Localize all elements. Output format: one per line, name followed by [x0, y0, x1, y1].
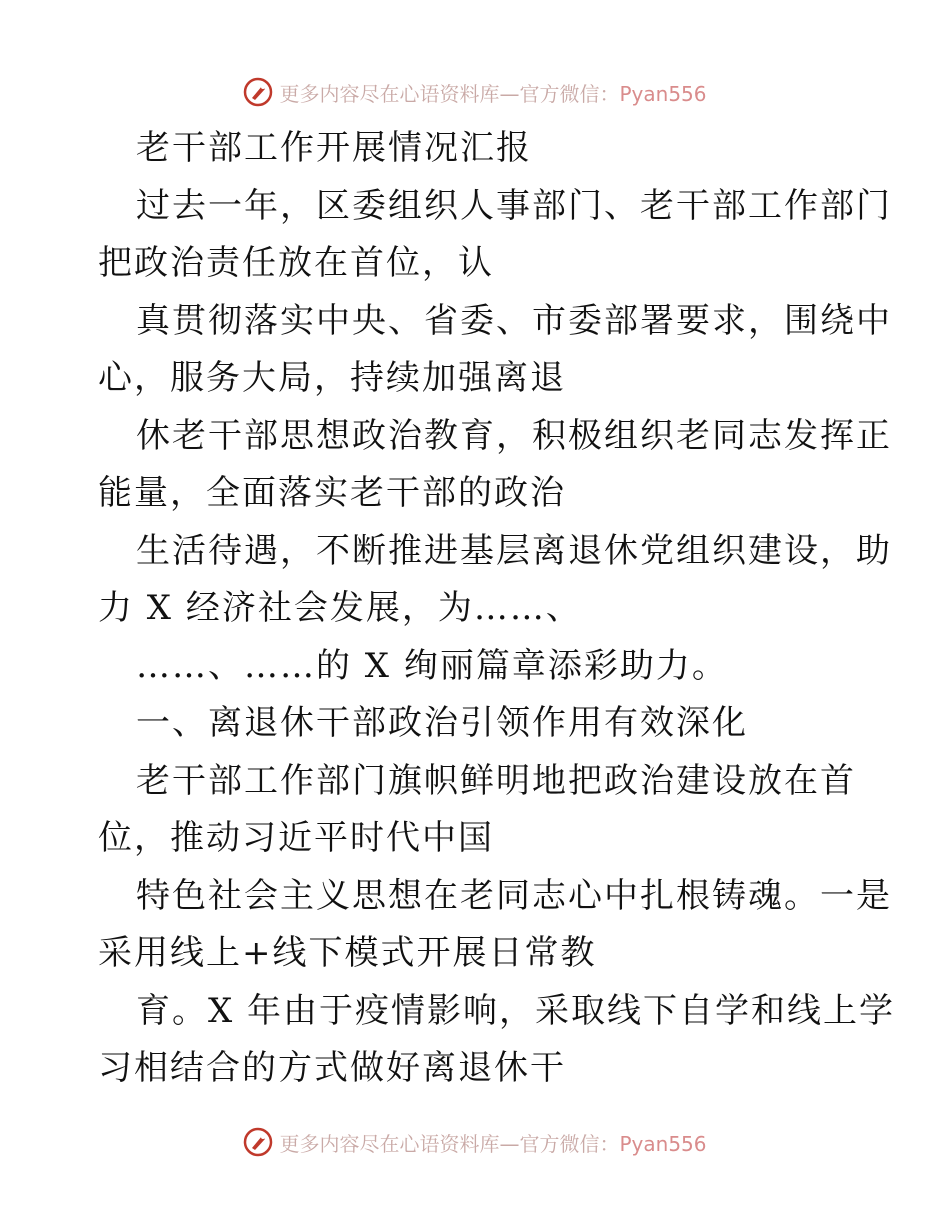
- paragraph-line: 过去一年，区委组织人事部门、老干部工作部门: [136, 185, 892, 226]
- watermark-header: [0, 72, 950, 112]
- paragraph-line: 育。X 年由于疫情影响，采取线下自学和线上学: [136, 990, 896, 1031]
- watermark-label: 更多内容尽在心语资料库—官方微信：: [279, 1131, 620, 1156]
- watermark-label: 更多内容尽在心语资料库—官方微信：: [279, 81, 620, 106]
- pen-nib-logo-icon: [243, 77, 273, 107]
- paragraph-line: 特色社会主义思想在老同志心中扎根铸魂。一是: [136, 875, 892, 916]
- section-heading: 一、离退休干部政治引领作用有效深化: [136, 703, 748, 743]
- paragraph-line: ……、……的 X 绚丽篇章添彩助力。: [136, 645, 728, 686]
- paragraph-line: 习相结合的方式做好离退休干: [98, 1048, 566, 1088]
- watermark-text: [279, 1128, 706, 1157]
- paragraph-line: 心，服务大局，持续加强离退: [98, 358, 566, 398]
- paragraph-line: 真贯彻落实中央、省委、市委部署要求，围绕中: [136, 300, 892, 341]
- paragraph-line: 采用线上+线下模式开展日常教: [98, 933, 597, 973]
- watermark-handle: Pyan556: [619, 81, 707, 106]
- paragraph-line: 休老干部思想政治教育，积极组织老同志发挥正: [136, 415, 892, 456]
- document-title: 老干部工作开展情况汇报: [136, 128, 532, 168]
- pen-nib-logo-icon: [243, 1127, 273, 1157]
- watermark-text: [279, 78, 706, 107]
- paragraph-line: 位，推动习近平时代中国: [98, 818, 494, 858]
- paragraph-line: 力 X 经济社会发展，为……、: [98, 588, 582, 628]
- paragraph-line: 把政治责任放在首位，认: [98, 243, 494, 283]
- watermark-handle: Pyan556: [619, 1131, 707, 1156]
- paragraph-line: 老干部工作部门旗帜鲜明地把政治建设放在首: [136, 760, 856, 801]
- paragraph-line: 生活待遇，不断推进基层离退休党组织建设，助: [136, 530, 892, 571]
- document-body: [98, 120, 896, 1098]
- paragraph-line: 能量，全面落实老干部的政治: [98, 473, 566, 513]
- watermark-footer: [0, 1122, 950, 1162]
